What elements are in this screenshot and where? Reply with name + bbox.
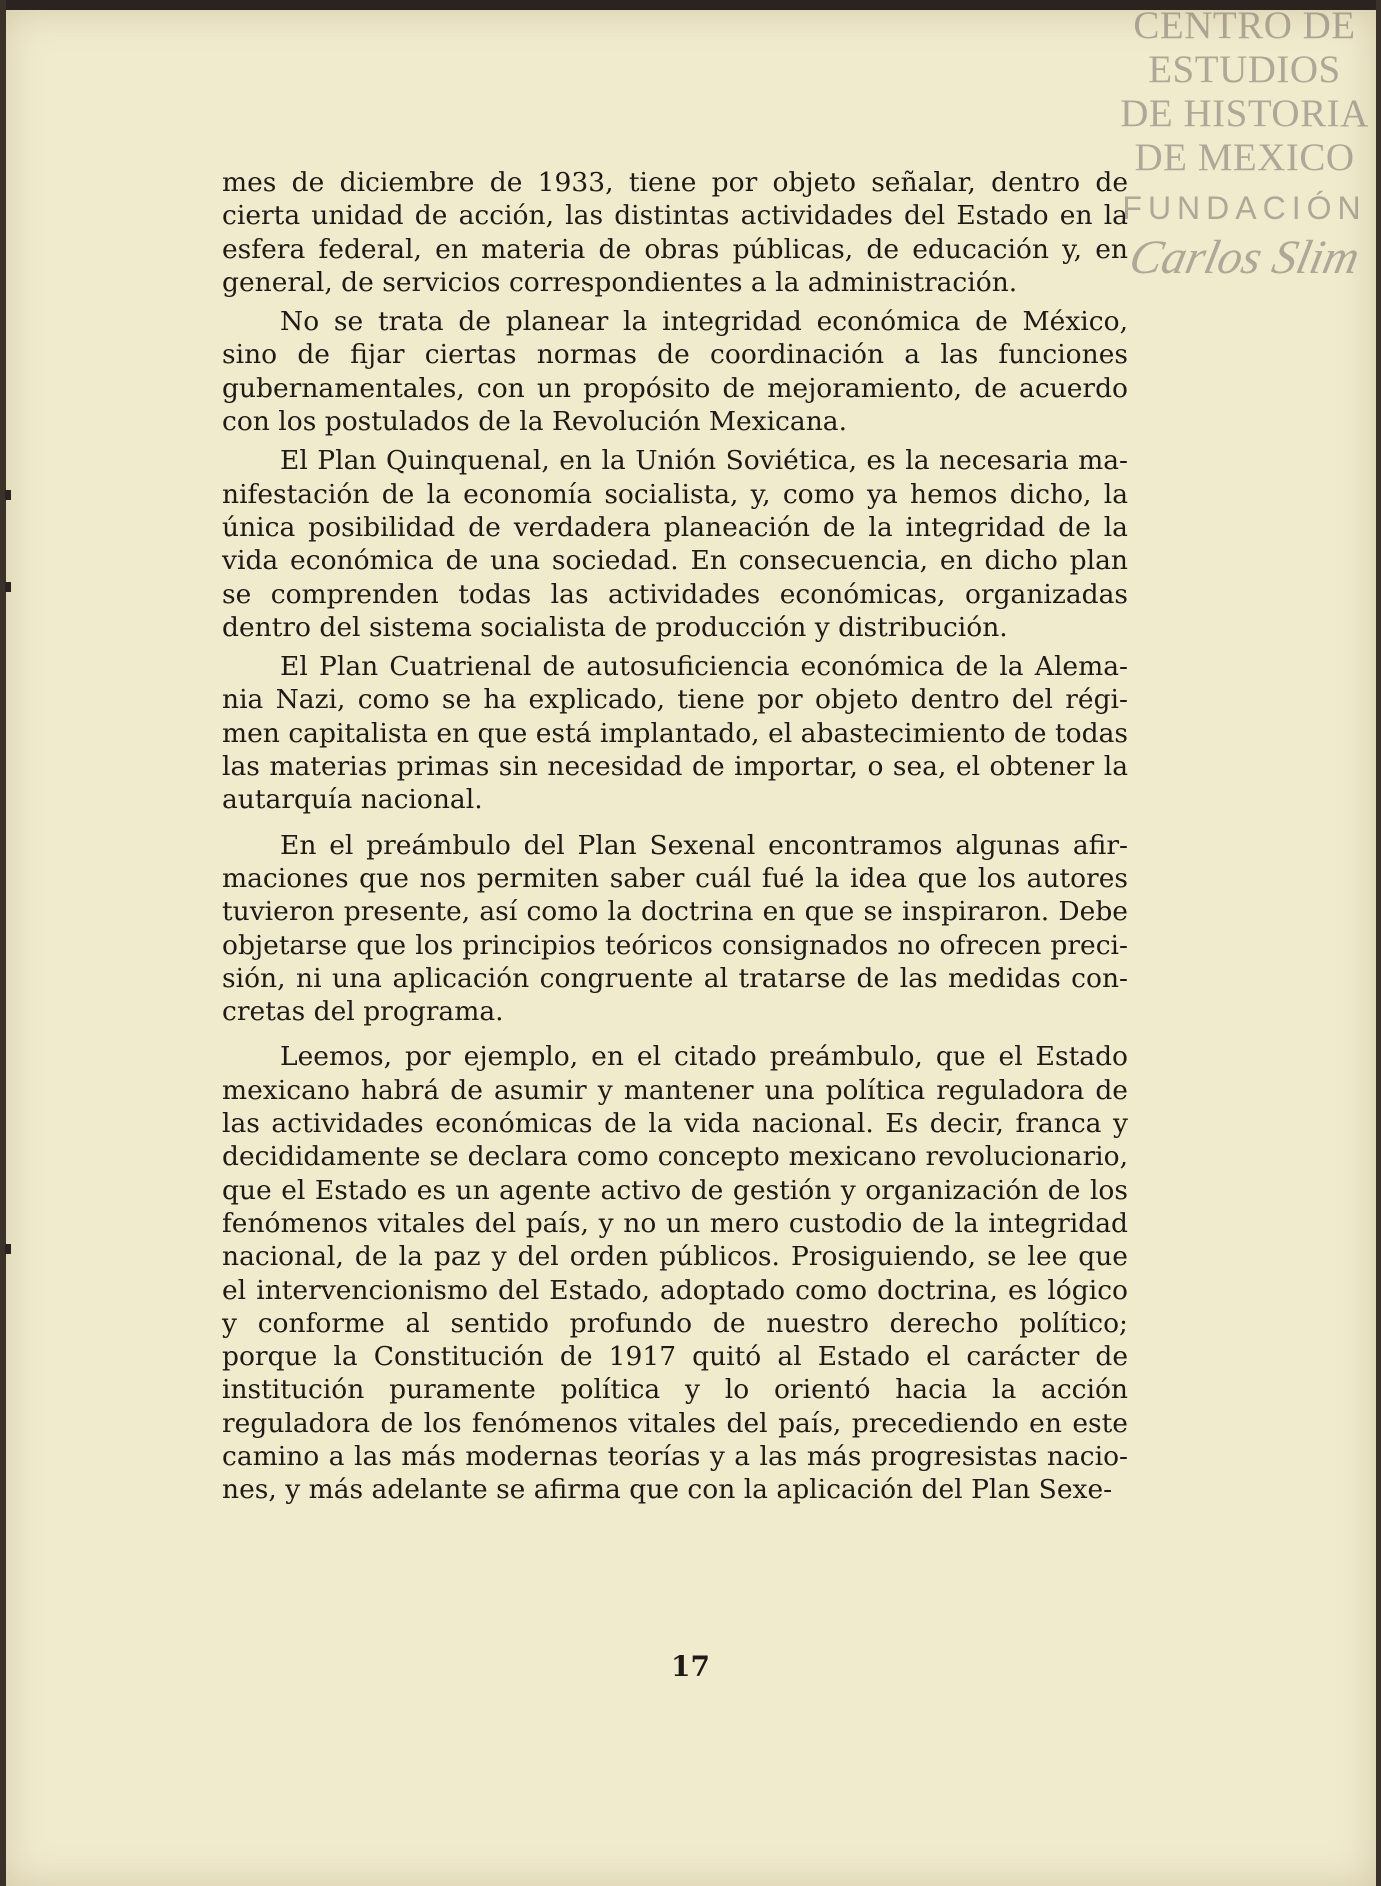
binding-mark bbox=[5, 490, 11, 500]
paragraph: El Plan Quinquenal, en la Unión Soviética, es la necesaria manifestación de la economía socialista, y, como ya hemos dicho, la única posibilidad de verdadera planeación de la integridad de la vida económica de una sociedad. En consecuencia, en dicho plan se comprenden todas las actividades económicas, organizadas dentro del sistema socialista de producción y distribución. bbox=[222, 445, 1128, 643]
watermark-signature: Carlos Slim bbox=[1124, 231, 1365, 284]
scan-left-edge bbox=[0, 0, 6, 1886]
paragraph: No se trata de planear la integridad económica de México, sino de fijar ciertas normas de coordinación a las funciones gubernamentales, con un propósito de mejoramiento, de acuerdo con los postulados de la Revolución Mexicana. bbox=[222, 306, 1128, 438]
watermark-foundation: FUNDACIÓN bbox=[1122, 190, 1367, 226]
body-text bbox=[222, 166, 1128, 1513]
paragraph: Leemos, por ejemplo, en el citado preámbulo, que el Estado mexicano habrá de asumir y mantener una política reguladora de las actividades económicas de la vida nacional. Es decir, franca y decididamente se declara como concepto mexicano revolucionario, que el Estado es un agente activo de gestión y organización de los fenómenos vitales del país, y no un mero custodio de la integridad nacional, de la paz y del orden públicos. Prosiguiendo, se lee que el intervencionismo del Estado, adoptado como doctrina, es lógico y conforme al sentido profundo de nuestro derecho político; porque la Constitución de 1917 quitó al Estado el carácter de institución puramente política y lo orientó hacia la acción reguladora de los fenómenos vitales del país, precediendo en este camino a las más modernas teorías y a las más progresistas naciones, y más adelante se afirma que con la aplicación del Plan Sexe- bbox=[222, 1041, 1128, 1506]
paragraph: El Plan Cuatrienal de autosuficiencia económica de la Alemania Nazi, como se ha explicado, tiene por objeto dentro del régimen capitalista en que está implantado, el abastecimiento de todas las materias primas sin necesidad de importar, o sea, el obtener la autarquía nacional. bbox=[222, 651, 1128, 816]
watermark-line: DE HISTORIA bbox=[1120, 92, 1369, 135]
foundation-watermark bbox=[1108, 4, 1381, 284]
watermark-line: ESTUDIOS bbox=[1148, 48, 1341, 91]
page-number: 17 bbox=[671, 1650, 710, 1683]
binding-mark bbox=[5, 582, 11, 592]
watermark-line: CENTRO DE bbox=[1133, 4, 1356, 47]
paragraph: mes de diciembre de 1933, tiene por objeto señalar, dentro de cierta unidad de acción, las distintas actividades del Estado en la esfera federal, en materia de obras públicas, de educación y, en general, de servicios correspondientes a la administración. bbox=[222, 167, 1128, 298]
binding-mark bbox=[5, 1244, 11, 1254]
watermark-line: DE MEXICO bbox=[1134, 136, 1355, 179]
paragraph: En el preámbulo del Plan Sexenal encontramos algunas afirmaciones que nos permiten saber cuál fué la idea que los autores tuvieron presente, así como la doctrina en que se inspiraron. Debe objetarse que los principios teóricos consignados no ofrecen precisión, ni una aplicación congruente al tratarse de las medidas concretas del programa. bbox=[222, 829, 1128, 1028]
